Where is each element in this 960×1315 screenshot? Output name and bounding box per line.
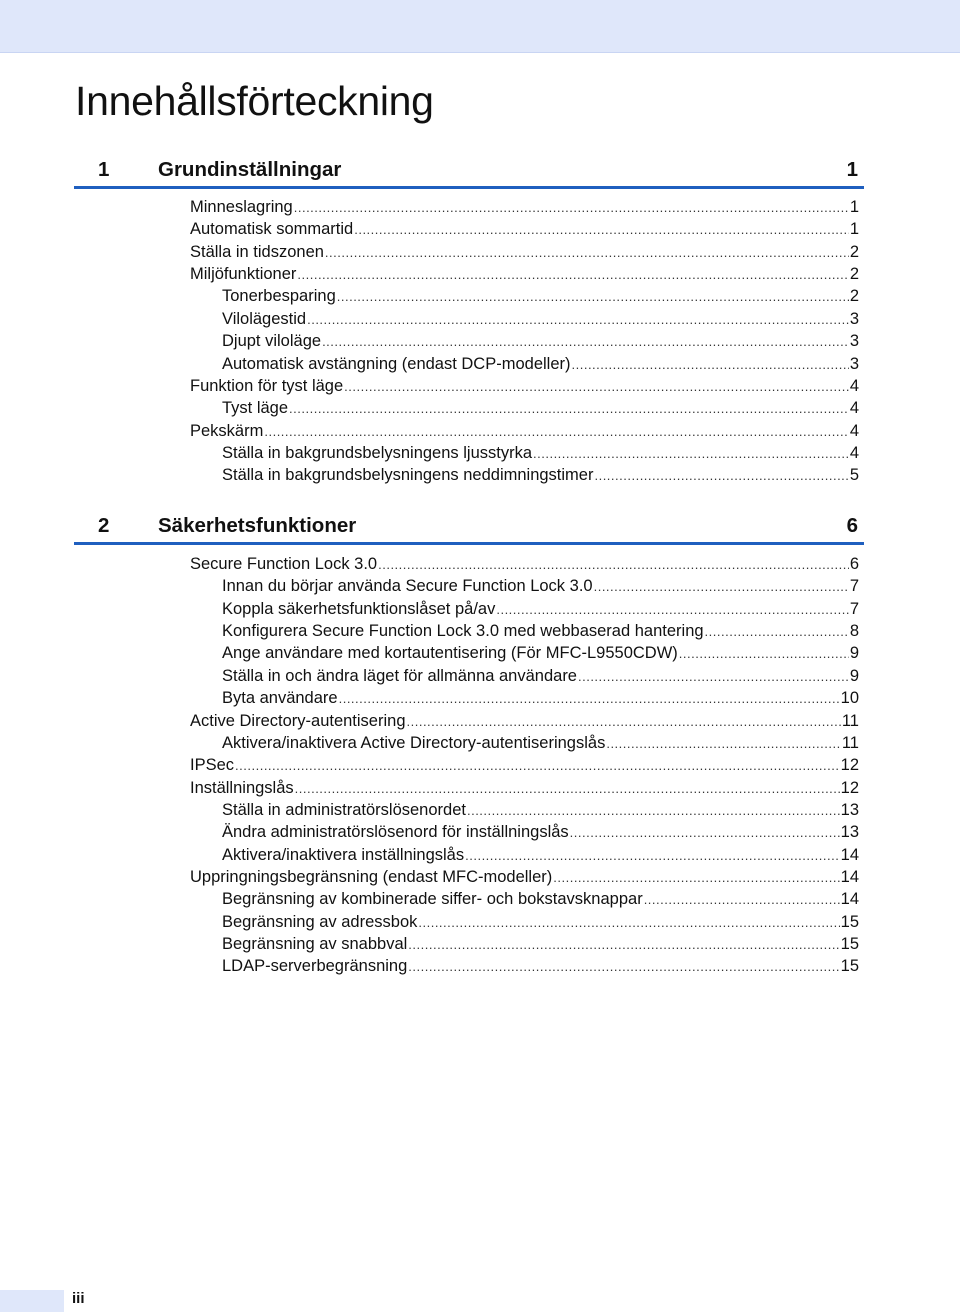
toc-entry-label: Funktion för tyst läge — [190, 376, 344, 395]
dot-leader — [606, 736, 841, 751]
toc-entry-page: 4 — [849, 399, 859, 418]
page-title: Innehållsförteckning — [75, 78, 434, 124]
footer-page-number: iii — [72, 1290, 85, 1307]
toc-entry[interactable] — [222, 622, 859, 644]
footer-tab — [0, 1290, 64, 1312]
toc-entry-label: Ställa in administratörslösenordet — [222, 800, 466, 819]
toc-entry-label: Tonerbesparing — [222, 287, 336, 306]
toc-entry-label: Aktivera/inaktivera inställningslås — [222, 845, 465, 864]
toc-entry-label: Ställa in bakgrundsbelysningens neddimningstimer — [222, 466, 594, 485]
toc-entry-page: 1 — [849, 220, 859, 239]
dot-leader — [408, 959, 839, 974]
toc-entry-page: 13 — [840, 800, 859, 819]
toc-entry[interactable] — [222, 644, 859, 666]
toc-entry-label: Active Directory-autentisering — [190, 711, 406, 730]
toc-entry[interactable] — [222, 399, 859, 421]
dot-leader — [344, 379, 849, 394]
toc-entry[interactable] — [222, 287, 859, 309]
toc-entry-label: Koppla säkerhetsfunktionslåset på/av — [222, 599, 496, 618]
toc-entry[interactable] — [222, 801, 859, 823]
toc-entry-page: 4 — [849, 376, 859, 395]
dot-leader — [407, 714, 841, 729]
dot-leader — [294, 200, 849, 215]
toc-entry-label: Aktivera/inaktivera Active Directory-autentiseringslås — [222, 733, 606, 752]
chapter-title: Grundinställningar — [158, 158, 342, 181]
chapter-number: 1 — [98, 158, 110, 181]
toc-entry-page: 3 — [849, 354, 859, 373]
toc-entry-label: Ställa in tidszonen — [190, 242, 324, 261]
dot-leader — [578, 669, 849, 684]
dot-leader — [297, 267, 848, 282]
dot-leader — [337, 289, 849, 304]
dot-leader — [307, 312, 849, 327]
toc-entry-label: Pekskärm — [190, 421, 264, 440]
toc-entry-label: Inställningslås — [190, 778, 294, 797]
toc-entry-page: 12 — [840, 756, 859, 775]
toc-entry-page: 7 — [849, 577, 859, 596]
toc-entry[interactable] — [222, 689, 859, 711]
chapter-heading[interactable] — [74, 156, 864, 189]
toc-entry[interactable] — [190, 712, 859, 734]
toc-entry-page: 2 — [849, 265, 859, 284]
toc-entry-page: 14 — [840, 845, 859, 864]
toc-entry[interactable] — [222, 913, 859, 935]
toc-entry-page: 11 — [841, 733, 859, 752]
toc-entry[interactable] — [190, 422, 859, 444]
toc-entry[interactable] — [190, 377, 859, 399]
toc-entry[interactable] — [190, 220, 859, 242]
header-band — [0, 0, 960, 53]
dot-leader — [264, 424, 848, 439]
toc-entry-label: Ändra administratörslösenord för inställningslås — [222, 823, 569, 842]
toc-entry-label: Tyst läge — [222, 399, 289, 418]
toc-entry-page: 2 — [849, 242, 859, 261]
toc-entry[interactable] — [190, 779, 859, 801]
dot-leader — [465, 848, 840, 863]
toc-entry[interactable] — [222, 355, 859, 377]
toc-entry[interactable] — [222, 846, 859, 868]
toc-entry-page: 10 — [840, 689, 859, 708]
toc-entry-page: 11 — [841, 711, 859, 730]
toc-entry[interactable] — [222, 444, 859, 466]
dot-leader — [289, 401, 849, 416]
toc-entry-page: 15 — [840, 957, 859, 976]
toc-entry-page: 3 — [849, 332, 859, 351]
toc-entry-label: Miljöfunktioner — [190, 265, 297, 284]
toc-entry[interactable] — [222, 935, 859, 957]
toc-entry-label: IPSec — [190, 756, 235, 775]
dot-leader — [235, 758, 840, 773]
toc-entry-page: 3 — [849, 309, 859, 328]
toc-entry-label: Konfigurera Secure Function Lock 3.0 med webbaserad hantering — [222, 622, 704, 640]
dot-leader — [533, 446, 849, 461]
toc-entry[interactable] — [222, 957, 859, 979]
toc-entry-page: 13 — [840, 823, 859, 842]
dot-leader — [679, 646, 849, 661]
toc-entry-label: Begränsning av snabbval — [222, 935, 408, 953]
toc-entry-label: Byta användare — [222, 689, 338, 708]
toc-entry-page: 8 — [849, 622, 859, 640]
toc-entry-label: Ange användare med kortautentisering (För MFC-L9550CDW) — [222, 644, 678, 663]
toc-entry-label: Secure Function Lock 3.0 — [190, 555, 378, 573]
toc-entry[interactable] — [222, 734, 859, 756]
toc-entry-page: 15 — [840, 912, 859, 931]
dot-leader — [496, 602, 848, 617]
toc-entry-label: Automatisk sommartid — [190, 220, 354, 239]
toc-entry-label: Viloläge​stid — [222, 309, 307, 328]
chapter-heading[interactable] — [74, 512, 864, 545]
dot-leader — [418, 915, 839, 930]
toc-entry-page: 4 — [849, 443, 859, 462]
chapter-number: 2 — [98, 514, 110, 537]
toc-entry-page: 5 — [849, 466, 859, 485]
chapter-page: 1 — [846, 158, 858, 181]
toc-entry[interactable] — [190, 868, 859, 890]
toc-entry-label: Innan du börjar använda Secure Function Lock 3.0 — [222, 577, 593, 596]
toc-entry[interactable] — [190, 756, 859, 778]
dot-leader — [408, 937, 839, 952]
dot-leader — [339, 691, 840, 706]
toc-entry-label: Ställa in och ändra läget för allmänna användare — [222, 666, 577, 685]
toc-entry[interactable] — [222, 466, 859, 488]
dot-leader — [594, 579, 849, 594]
toc-entry-label: LDAP-serverbegränsning — [222, 957, 408, 976]
dot-leader — [325, 245, 849, 260]
toc-entry-page: 2 — [849, 287, 859, 306]
toc-entry[interactable] — [222, 577, 859, 599]
toc-entry-page: 14 — [840, 890, 859, 909]
toc-entry-label: Ställa in bakgrundsbelysningens ljusstyrka — [222, 443, 533, 462]
toc-entry-label: Begränsning av adressbok — [222, 912, 418, 931]
dot-leader — [295, 781, 840, 796]
dot-leader — [705, 624, 849, 639]
toc-entry[interactable] — [222, 667, 859, 689]
toc-entry-page: 12 — [840, 778, 859, 797]
toc-entry-page: 14 — [840, 867, 859, 886]
toc-entry-page: 6 — [849, 555, 859, 573]
dot-leader — [570, 825, 840, 840]
dot-leader — [644, 892, 840, 907]
dot-leader — [467, 803, 840, 818]
dot-leader — [322, 334, 849, 349]
dot-leader — [378, 557, 849, 572]
toc-entry-label: Begränsning av kombinerade siffer- och bokstavsknappar — [222, 890, 643, 909]
toc-entry[interactable] — [222, 600, 859, 622]
toc-entry-label: Minneslagring — [190, 198, 293, 216]
toc-entry[interactable] — [222, 332, 859, 354]
dot-leader — [594, 468, 848, 483]
dot-leader — [572, 357, 849, 372]
dot-leader — [354, 222, 849, 237]
toc-entry[interactable] — [190, 265, 859, 287]
toc-entry-label: Automatisk avstängning (endast DCP-modeller) — [222, 354, 571, 373]
chapter-page: 6 — [846, 514, 858, 537]
toc-entry-page: 4 — [849, 421, 859, 440]
toc-entry-page: 9 — [849, 666, 859, 685]
toc-entry[interactable] — [222, 890, 859, 912]
toc-entry[interactable] — [222, 310, 859, 332]
toc-entry-label: Uppringningsbegränsning (endast MFC-modeller) — [190, 867, 553, 886]
toc-entry-label: Djupt viloläge — [222, 332, 322, 351]
toc-entry[interactable] — [190, 555, 859, 577]
toc-entry-page: 1 — [849, 198, 859, 216]
dot-leader — [553, 870, 839, 885]
toc-entry[interactable] — [190, 243, 859, 265]
toc-entry-page: 9 — [849, 644, 859, 663]
chapter-title: Säkerhetsfunktioner — [158, 514, 357, 537]
toc-entry-page: 15 — [840, 935, 859, 953]
toc-entry[interactable] — [190, 198, 859, 220]
toc-entry[interactable] — [222, 823, 859, 845]
toc-entry-page: 7 — [849, 599, 859, 618]
